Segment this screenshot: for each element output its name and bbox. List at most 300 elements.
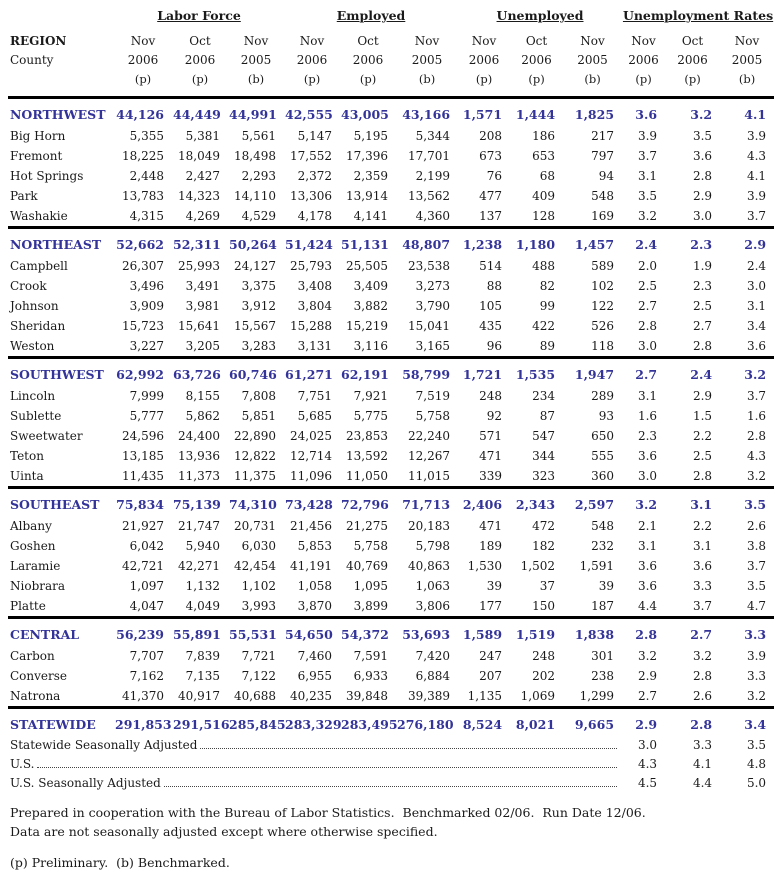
- adjusted-row-label: U.S.: [10, 757, 35, 771]
- value-cell: 2,293: [241, 168, 277, 183]
- footnote-legend: (p) Preliminary. (b) Benchmarked.: [10, 855, 230, 870]
- county-row-uinta: [8, 466, 774, 488]
- value-cell: 41,370: [122, 688, 164, 703]
- col-header-note: (p): [134, 72, 152, 86]
- value-cell: 7,707: [129, 648, 164, 663]
- value-cell: 44,126: [114, 98, 172, 127]
- value-cell: 1,063: [415, 578, 451, 593]
- value-cell: 4.4: [637, 598, 658, 613]
- value-cell: 3.3: [746, 668, 767, 683]
- value-cell: 289: [591, 388, 615, 403]
- value-cell: 40,863: [408, 558, 451, 573]
- rate-cell: 3.0: [637, 738, 658, 752]
- region-name-cell: NORTHWEST: [8, 98, 114, 127]
- value-cell: 54,650: [284, 618, 340, 647]
- value-cell: 7,839: [185, 648, 220, 663]
- value-cell: 3,899: [353, 598, 389, 613]
- value-cell: 76: [486, 168, 503, 183]
- value-cell: 5,862: [185, 408, 220, 423]
- col-header-month: Nov: [631, 34, 656, 48]
- col-header-year: 2006: [352, 53, 384, 67]
- col-header-note: (b): [584, 72, 601, 86]
- value-cell: 2.9: [622, 708, 665, 737]
- value-cell: 435: [479, 318, 503, 333]
- value-cell: 24,596: [122, 428, 164, 443]
- value-cell: 7,460: [297, 648, 333, 663]
- value-cell: 5,561: [241, 128, 277, 143]
- value-cell: 7,122: [241, 668, 277, 683]
- value-cell: 5,685: [297, 408, 333, 423]
- col-header-note: (p): [635, 72, 652, 86]
- county-name-cell: Carbon: [10, 648, 55, 663]
- value-cell: 3.6: [746, 338, 767, 353]
- value-cell: 8,155: [185, 388, 220, 403]
- value-cell: 43,166: [396, 98, 458, 127]
- value-cell: 6,884: [415, 668, 451, 683]
- value-cell: 207: [479, 668, 503, 683]
- value-cell: 42,271: [178, 558, 220, 573]
- county-name-cell: Fremont: [10, 148, 63, 163]
- footnote-seasonal: Data are not seasonally adjusted except where otherwise specified.: [10, 824, 438, 839]
- value-cell: 7,162: [129, 668, 164, 683]
- value-cell: 39,389: [408, 688, 451, 703]
- value-cell: 3,806: [415, 598, 451, 613]
- value-cell: 21,747: [178, 518, 220, 533]
- value-cell: 68: [539, 168, 556, 183]
- value-cell: 3,496: [129, 278, 164, 293]
- adjusted-rate-row: [8, 736, 774, 755]
- value-cell: 42,555: [284, 98, 340, 127]
- value-cell: 650: [591, 428, 615, 443]
- adjusted-row-label-cell: [8, 774, 622, 793]
- value-cell: 82: [539, 278, 556, 293]
- table-header: [8, 6, 774, 98]
- value-cell: 3,491: [185, 278, 220, 293]
- value-cell: 5,851: [241, 408, 277, 423]
- value-cell: 217: [591, 128, 615, 143]
- value-cell: 24,127: [234, 258, 277, 273]
- value-cell: 189: [479, 538, 503, 553]
- labor-force-table: [8, 6, 774, 793]
- county-name-cell: Niobrara: [10, 578, 66, 593]
- value-cell: 37: [539, 578, 556, 593]
- rate-cell: 4.4: [692, 776, 713, 790]
- value-cell: 51,131: [340, 228, 396, 257]
- value-cell: 3.2: [746, 688, 767, 703]
- value-cell: 2.8: [665, 708, 720, 737]
- value-cell: 1.5: [692, 408, 713, 423]
- value-cell: 55,531: [228, 618, 284, 647]
- value-cell: 4.3: [746, 148, 767, 163]
- rate-cell: 3.5: [746, 738, 767, 752]
- county-name-cell: Washakie: [10, 208, 68, 223]
- value-cell: 283,495: [340, 708, 396, 737]
- value-cell: 15,288: [290, 318, 333, 333]
- value-cell: 11,096: [290, 468, 333, 483]
- col-header-note: (p): [528, 72, 545, 86]
- value-cell: 1.6: [746, 408, 767, 423]
- value-cell: 5,758: [415, 408, 451, 423]
- value-cell: 7,999: [129, 388, 164, 403]
- col-header-year: 2005: [411, 53, 443, 67]
- value-cell: 234: [532, 388, 556, 403]
- value-cell: 2.3: [637, 428, 658, 443]
- value-cell: 21,456: [290, 518, 333, 533]
- county-row-fremont: [8, 146, 774, 166]
- value-cell: 7,921: [353, 388, 389, 403]
- value-cell: 3.7: [637, 148, 658, 163]
- county-row-sublette: [8, 406, 774, 426]
- value-cell: 3,116: [353, 338, 389, 353]
- value-cell: 17,701: [408, 148, 451, 163]
- value-cell: 15,641: [178, 318, 220, 333]
- value-cell: 12,714: [290, 448, 333, 463]
- value-cell: 4,529: [241, 208, 277, 223]
- value-cell: 5,777: [129, 408, 164, 423]
- value-cell: 3.2: [746, 468, 767, 483]
- col-header-month: Nov: [734, 34, 760, 48]
- rate-cell: 5.0: [746, 776, 767, 790]
- value-cell: 3.5: [637, 188, 658, 203]
- value-cell: 3.2: [720, 358, 774, 387]
- value-cell: 3.7: [746, 558, 767, 573]
- value-cell: 13,185: [122, 448, 164, 463]
- value-cell: 589: [591, 258, 615, 273]
- value-cell: 3.6: [622, 98, 665, 127]
- value-cell: 2.6: [692, 688, 713, 703]
- column-group-unemployment-rates: Unemployment Rates: [622, 8, 774, 23]
- value-cell: 11,373: [178, 468, 220, 483]
- value-cell: 15,219: [346, 318, 389, 333]
- value-cell: 323: [532, 468, 556, 483]
- value-cell: 202: [532, 668, 556, 683]
- col-header-year: 2005: [577, 53, 608, 67]
- value-cell: 247: [479, 648, 503, 663]
- col-header-note: (b): [418, 72, 436, 86]
- value-cell: 118: [591, 338, 615, 353]
- value-cell: 4.1: [720, 98, 774, 127]
- value-cell: 3,804: [297, 298, 333, 313]
- region-name-cell: SOUTHWEST: [8, 358, 114, 387]
- value-cell: 1,535: [510, 358, 563, 387]
- value-cell: 5,798: [415, 538, 451, 553]
- value-cell: 5,853: [297, 538, 333, 553]
- value-cell: 2,359: [353, 168, 389, 183]
- value-cell: 62,992: [114, 358, 172, 387]
- value-cell: 22,240: [408, 428, 451, 443]
- adjusted-row-label-cell: [8, 736, 622, 755]
- value-cell: 75,834: [114, 488, 172, 517]
- region-row-northeast: [8, 228, 774, 257]
- value-cell: 3,790: [415, 298, 451, 313]
- col-header-month: Nov: [130, 34, 156, 48]
- value-cell: 3.6: [692, 148, 713, 163]
- value-cell: 102: [591, 278, 615, 293]
- value-cell: 2,406: [458, 488, 510, 517]
- col-header-month: Oct: [357, 34, 379, 48]
- value-cell: 5,758: [353, 538, 389, 553]
- value-cell: 2.5: [692, 298, 713, 313]
- value-cell: 1,069: [520, 688, 556, 703]
- value-cell: 2.8: [692, 168, 713, 183]
- value-cell: 3.8: [746, 538, 767, 553]
- county-row-natrona: [8, 686, 774, 708]
- value-cell: 11,015: [408, 468, 451, 483]
- county-row-crook: [8, 276, 774, 296]
- value-cell: 39,848: [346, 688, 389, 703]
- value-cell: 2.8: [692, 338, 713, 353]
- statewide-row: [8, 708, 774, 737]
- value-cell: 2.5: [692, 448, 713, 463]
- col-header-note: (p): [359, 72, 377, 86]
- value-cell: 2.2: [692, 518, 713, 533]
- value-cell: 2.7: [665, 618, 720, 647]
- col-header-note: (p): [684, 72, 701, 86]
- county-name-cell: Weston: [10, 338, 55, 353]
- value-cell: 18,498: [234, 148, 277, 163]
- col-header-year: 2005: [240, 53, 272, 67]
- col-header-month: Nov: [580, 34, 605, 48]
- value-cell: 1,589: [458, 618, 510, 647]
- value-cell: 3,981: [185, 298, 220, 313]
- value-cell: 7,420: [415, 648, 451, 663]
- value-cell: 23,853: [346, 428, 389, 443]
- col-header-month: Nov: [243, 34, 269, 48]
- value-cell: 1,502: [520, 558, 556, 573]
- group-header-row: [8, 6, 774, 32]
- value-cell: 89: [539, 338, 556, 353]
- adjusted-row-label: U.S. Seasonally Adjusted: [10, 776, 161, 790]
- value-cell: 471: [479, 518, 503, 533]
- value-cell: 7,751: [297, 388, 333, 403]
- county-row-lincoln: [8, 386, 774, 406]
- value-cell: 3,131: [297, 338, 333, 353]
- value-cell: 24,400: [178, 428, 220, 443]
- value-cell: 2.7: [637, 298, 658, 313]
- value-cell: 20,183: [408, 518, 451, 533]
- county-row-washakie: [8, 206, 774, 228]
- value-cell: 3.1: [637, 388, 658, 403]
- value-cell: 53,693: [396, 618, 458, 647]
- value-cell: 488: [532, 258, 556, 273]
- value-cell: 8,021: [510, 708, 563, 737]
- value-cell: 471: [479, 448, 503, 463]
- value-cell: 2.8: [692, 668, 713, 683]
- col-header-month: Oct: [681, 34, 704, 48]
- value-cell: 169: [591, 208, 615, 223]
- value-cell: 48,807: [396, 228, 458, 257]
- value-cell: 3.0: [746, 278, 767, 293]
- value-cell: 15,567: [234, 318, 277, 333]
- value-cell: 52,662: [114, 228, 172, 257]
- value-cell: 2,427: [185, 168, 220, 183]
- value-cell: 4,047: [129, 598, 164, 613]
- value-cell: 238: [591, 668, 615, 683]
- value-cell: 6,042: [129, 538, 164, 553]
- value-cell: 122: [591, 298, 615, 313]
- value-cell: 58,799: [396, 358, 458, 387]
- value-cell: 2.7: [637, 688, 658, 703]
- value-cell: 21,275: [346, 518, 389, 533]
- rate-cell: 4.3: [637, 757, 658, 771]
- value-cell: 285,845: [228, 708, 284, 737]
- value-cell: 55,891: [172, 618, 228, 647]
- value-cell: 6,933: [353, 668, 389, 683]
- county-row-goshen: [8, 536, 774, 556]
- footnote-prepared: Prepared in cooperation with the Bureau of Labor Statistics. Benchmarked 02/06. Run Date 12/06.: [10, 805, 646, 820]
- county-name-cell: Teton: [10, 448, 44, 463]
- value-cell: 3.4: [746, 318, 767, 333]
- col-header-year: 2006: [677, 53, 708, 67]
- value-cell: 40,235: [290, 688, 333, 703]
- value-cell: 52,311: [172, 228, 228, 257]
- dot-leader: [164, 786, 617, 787]
- value-cell: 5,147: [297, 128, 333, 143]
- value-cell: 2,597: [563, 488, 622, 517]
- value-cell: 1,238: [458, 228, 510, 257]
- county-name-cell: Big Horn: [10, 128, 66, 143]
- value-cell: 1.6: [637, 408, 658, 423]
- county-name-cell: Goshen: [10, 538, 56, 553]
- value-cell: 39: [598, 578, 615, 593]
- value-cell: 1,457: [563, 228, 622, 257]
- value-cell: 301: [591, 648, 615, 663]
- value-cell: 2.9: [637, 668, 658, 683]
- value-cell: 7,135: [185, 668, 220, 683]
- value-cell: 3.2: [665, 98, 720, 127]
- value-cell: 291,853: [114, 708, 172, 737]
- col-header-note: (p): [475, 72, 493, 86]
- value-cell: 673: [479, 148, 503, 163]
- value-cell: 13,914: [346, 188, 389, 203]
- value-cell: 43,005: [340, 98, 396, 127]
- value-cell: 4,141: [353, 208, 389, 223]
- value-cell: 5,940: [185, 538, 220, 553]
- adjusted-rate-row: [8, 755, 774, 774]
- value-cell: 15,041: [408, 318, 451, 333]
- col-header-year: 2005: [731, 53, 763, 67]
- value-cell: 4,049: [185, 598, 220, 613]
- value-cell: 3.6: [637, 558, 658, 573]
- value-cell: 1,132: [185, 578, 220, 593]
- value-cell: 1,519: [510, 618, 563, 647]
- header-month-row: [8, 32, 774, 51]
- value-cell: 18,225: [122, 148, 164, 163]
- col-header-year: 2006: [468, 53, 500, 67]
- value-cell: 75,139: [172, 488, 228, 517]
- value-cell: 21,927: [122, 518, 164, 533]
- county-name-cell: Sweetwater: [10, 428, 83, 443]
- county-name-cell: Uinta: [10, 468, 44, 483]
- value-cell: 3.7: [746, 388, 767, 403]
- header-year-row: [8, 51, 774, 70]
- value-cell: 653: [532, 148, 556, 163]
- table-body: [8, 98, 774, 794]
- county-row-teton: [8, 446, 774, 466]
- value-cell: 2.7: [692, 318, 713, 333]
- value-cell: 232: [591, 538, 615, 553]
- value-cell: 3,165: [415, 338, 451, 353]
- value-cell: 5,344: [415, 128, 451, 143]
- value-cell: 248: [532, 648, 556, 663]
- value-cell: 7,808: [241, 388, 277, 403]
- value-cell: 26,307: [122, 258, 164, 273]
- value-cell: 1,299: [579, 688, 615, 703]
- col-header-note: (b): [738, 72, 756, 86]
- region-row-northwest: [8, 98, 774, 127]
- region-name-cell: CENTRAL: [8, 618, 114, 647]
- value-cell: 1,721: [458, 358, 510, 387]
- county-name-cell: Lincoln: [10, 388, 56, 403]
- value-cell: 3.7: [746, 208, 767, 223]
- region-label: REGION: [10, 34, 67, 48]
- value-cell: 3.1: [665, 488, 720, 517]
- value-cell: 547: [532, 428, 556, 443]
- value-cell: 339: [479, 468, 503, 483]
- value-cell: 3.9: [746, 128, 767, 143]
- value-cell: 4,360: [415, 208, 451, 223]
- value-cell: 3.6: [692, 558, 713, 573]
- value-cell: 25,993: [178, 258, 220, 273]
- value-cell: 1.9: [692, 258, 713, 273]
- value-cell: 137: [479, 208, 503, 223]
- value-cell: 1,838: [563, 618, 622, 647]
- value-cell: 56,239: [114, 618, 172, 647]
- col-header-month: Oct: [525, 34, 548, 48]
- value-cell: 3.1: [637, 538, 658, 553]
- value-cell: 2.3: [665, 228, 720, 257]
- value-cell: 14,110: [234, 188, 277, 203]
- adjusted-row-label: Statewide Seasonally Adjusted: [10, 738, 198, 752]
- county-row-johnson: [8, 296, 774, 316]
- value-cell: 87: [539, 408, 556, 423]
- value-cell: 555: [591, 448, 615, 463]
- value-cell: 2.6: [746, 518, 767, 533]
- value-cell: 13,592: [346, 448, 389, 463]
- value-cell: 422: [532, 318, 556, 333]
- value-cell: 3,912: [241, 298, 277, 313]
- value-cell: 25,505: [346, 258, 389, 273]
- value-cell: 3.2: [692, 648, 713, 663]
- value-cell: 7,721: [241, 648, 277, 663]
- value-cell: 4.3: [746, 448, 767, 463]
- value-cell: 1,095: [353, 578, 389, 593]
- value-cell: 409: [532, 188, 556, 203]
- value-cell: 3.5: [692, 128, 713, 143]
- value-cell: 5,355: [129, 128, 164, 143]
- value-cell: 208: [479, 128, 503, 143]
- value-cell: 3.6: [637, 448, 658, 463]
- value-cell: 177: [479, 598, 503, 613]
- value-cell: 2.8: [637, 318, 658, 333]
- adjusted-rate-row: [8, 774, 774, 793]
- value-cell: 4.7: [746, 598, 767, 613]
- county-row-weston: [8, 336, 774, 358]
- value-cell: 4,269: [185, 208, 220, 223]
- value-cell: 477: [479, 188, 503, 203]
- value-cell: 3.1: [692, 538, 713, 553]
- value-cell: 1,058: [297, 578, 333, 593]
- value-cell: 548: [591, 518, 615, 533]
- value-cell: 2.0: [637, 258, 658, 273]
- column-group-labor-force: Labor Force: [157, 8, 241, 23]
- county-row-sweetwater: [8, 426, 774, 446]
- county-row-platte: [8, 596, 774, 618]
- value-cell: 5,775: [353, 408, 389, 423]
- value-cell: 3.2: [637, 648, 658, 663]
- value-cell: 7,591: [353, 648, 389, 663]
- value-cell: 23,538: [408, 258, 451, 273]
